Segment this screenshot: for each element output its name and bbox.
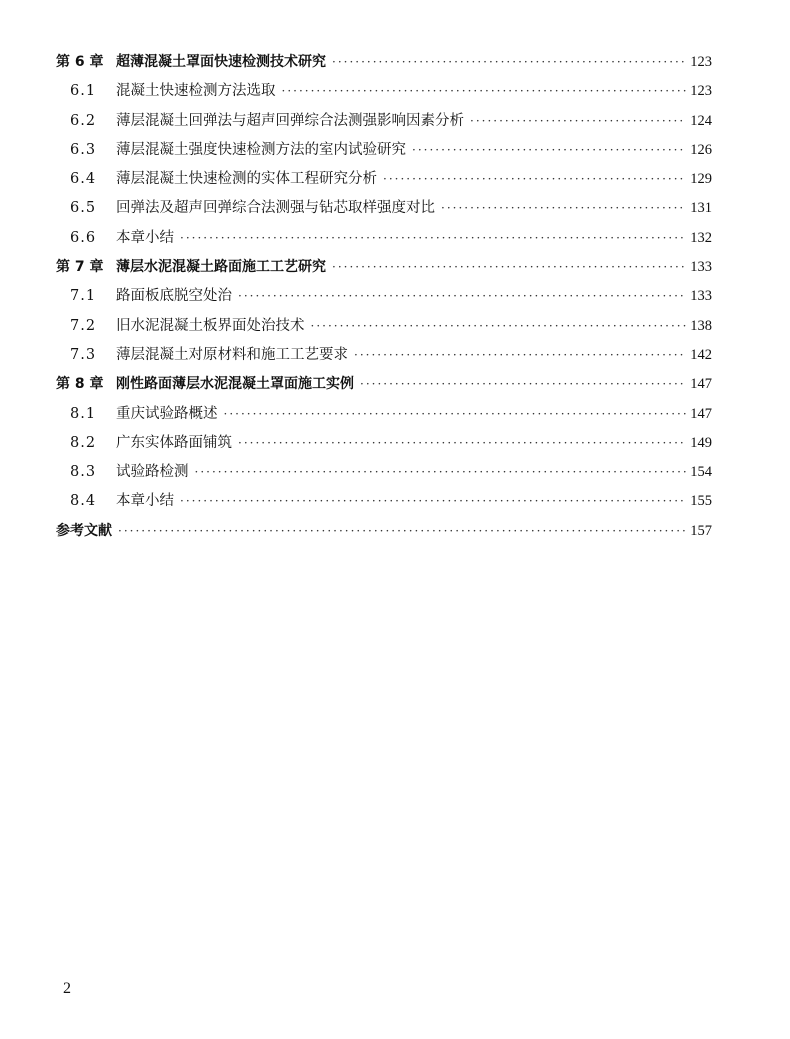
toc-section-8-3[interactable] [56, 458, 712, 487]
toc-chapter-number: 第 6 章 [56, 54, 104, 70]
toc-chapter-8[interactable] [56, 370, 712, 399]
toc-page-number: 138 [690, 317, 712, 334]
toc-entry-title: 超薄混凝土罩面快速检测技术研究 [116, 54, 326, 70]
toc-section-number: 6.6 [70, 229, 97, 246]
toc-page-number: 131 [690, 200, 712, 217]
toc-section-7-1[interactable] [56, 282, 712, 311]
toc-page-number: 133 [690, 288, 712, 305]
toc-dot-leader [282, 77, 687, 106]
toc-page-number: 142 [690, 346, 712, 363]
toc-entry-title: 薄层混凝土快速检测的实体工程研究分析 [116, 171, 377, 188]
toc-dot-leader [224, 400, 687, 429]
toc-chapter-6[interactable] [56, 48, 712, 77]
toc-page-number: 147 [690, 376, 712, 393]
toc-entry-title: 薄层混凝土回弹法与超声回弹综合法测强影响因素分析 [116, 112, 464, 129]
toc-page-number: 157 [690, 522, 712, 539]
toc-entry-title: 路面板底脱空处治 [116, 288, 232, 305]
toc-dot-leader [180, 487, 686, 516]
toc-section-6-6[interactable] [56, 224, 712, 253]
toc-references[interactable] [56, 517, 712, 546]
toc-entry-title: 参考文献 [56, 522, 112, 539]
toc-dot-leader [441, 194, 686, 223]
toc-entry-title: 本章小结 [116, 229, 174, 246]
toc-section-number: 7.2 [70, 317, 97, 334]
toc-section-number: 8.3 [70, 464, 97, 481]
toc-entry-title: 混凝土快速检测方法选取 [116, 83, 276, 100]
toc-dot-leader [354, 341, 686, 370]
toc-chapter-7[interactable] [56, 253, 712, 282]
toc-dot-leader [311, 312, 687, 341]
toc-entry-title: 本章小结 [116, 493, 174, 510]
toc-page-number: 124 [690, 112, 712, 129]
toc-section-number: 6.5 [70, 200, 97, 217]
toc-entry-title: 薄层水泥混凝土路面施工工艺研究 [116, 259, 326, 276]
toc-dot-leader [412, 136, 686, 165]
toc-section-number: 6.2 [70, 112, 97, 129]
toc-section-6-3[interactable] [56, 136, 712, 165]
toc-section-number: 6.3 [70, 141, 97, 158]
toc-section-number: 8.2 [70, 434, 97, 451]
toc-section-number: 8.4 [70, 493, 97, 510]
toc-section-6-5[interactable] [56, 194, 712, 223]
toc-dot-leader [118, 517, 686, 546]
toc-section-number: 6.1 [70, 83, 97, 100]
toc-chapter-number: 第 7 章 [56, 259, 104, 276]
toc-section-8-2[interactable] [56, 429, 712, 458]
toc-dot-leader [180, 224, 686, 253]
toc-dot-leader [332, 48, 686, 77]
toc-page-number: 123 [690, 54, 712, 70]
toc-dot-leader [470, 107, 686, 136]
toc-dot-leader [332, 253, 686, 282]
toc-section-number: 7.1 [70, 288, 97, 305]
toc-entry-title: 薄层混凝土对原材料和施工工艺要求 [116, 346, 348, 363]
toc-section-8-1[interactable] [56, 400, 712, 429]
toc-section-8-4[interactable] [56, 487, 712, 516]
toc-entry-title: 薄层混凝土强度快速检测方法的室内试验研究 [116, 141, 406, 158]
table-of-contents [56, 48, 712, 546]
toc-section-6-2[interactable] [56, 107, 712, 136]
toc-entry-title: 旧水泥混凝土板界面处治技术 [116, 317, 305, 334]
toc-page-number: 123 [690, 83, 712, 100]
toc-section-number: 6.4 [70, 171, 97, 188]
toc-section-number: 8.1 [70, 405, 97, 422]
toc-page-number: 149 [690, 434, 712, 451]
toc-dot-leader [238, 282, 686, 311]
toc-page-number: 154 [690, 464, 712, 481]
toc-section-7-2[interactable] [56, 312, 712, 341]
toc-page-number: 129 [690, 171, 712, 188]
toc-entry-title: 刚性路面薄层水泥混凝土罩面施工实例 [116, 376, 354, 393]
toc-section-number: 7.3 [70, 346, 97, 363]
toc-entry-title: 广东实体路面铺筑 [116, 434, 232, 451]
toc-page-number: 147 [690, 405, 712, 422]
toc-section-6-4[interactable] [56, 165, 712, 194]
toc-section-6-1[interactable] [56, 77, 712, 106]
toc-entry-title: 重庆试验路概述 [116, 405, 218, 422]
toc-dot-leader [195, 458, 687, 487]
toc-entry-title: 试验路检测 [116, 464, 189, 481]
toc-chapter-number: 第 8 章 [56, 376, 104, 393]
toc-page-number: 155 [690, 493, 712, 510]
toc-page-number: 126 [690, 141, 712, 158]
toc-dot-leader [238, 429, 686, 458]
toc-page-number: 133 [690, 259, 712, 276]
toc-section-7-3[interactable] [56, 341, 712, 370]
toc-dot-leader [383, 165, 686, 194]
footer-page-number: 2 [63, 980, 71, 997]
toc-entry-title: 回弹法及超声回弹综合法测强与钻芯取样强度对比 [116, 200, 435, 217]
toc-page-number: 132 [690, 229, 712, 246]
toc-dot-leader [360, 370, 686, 399]
